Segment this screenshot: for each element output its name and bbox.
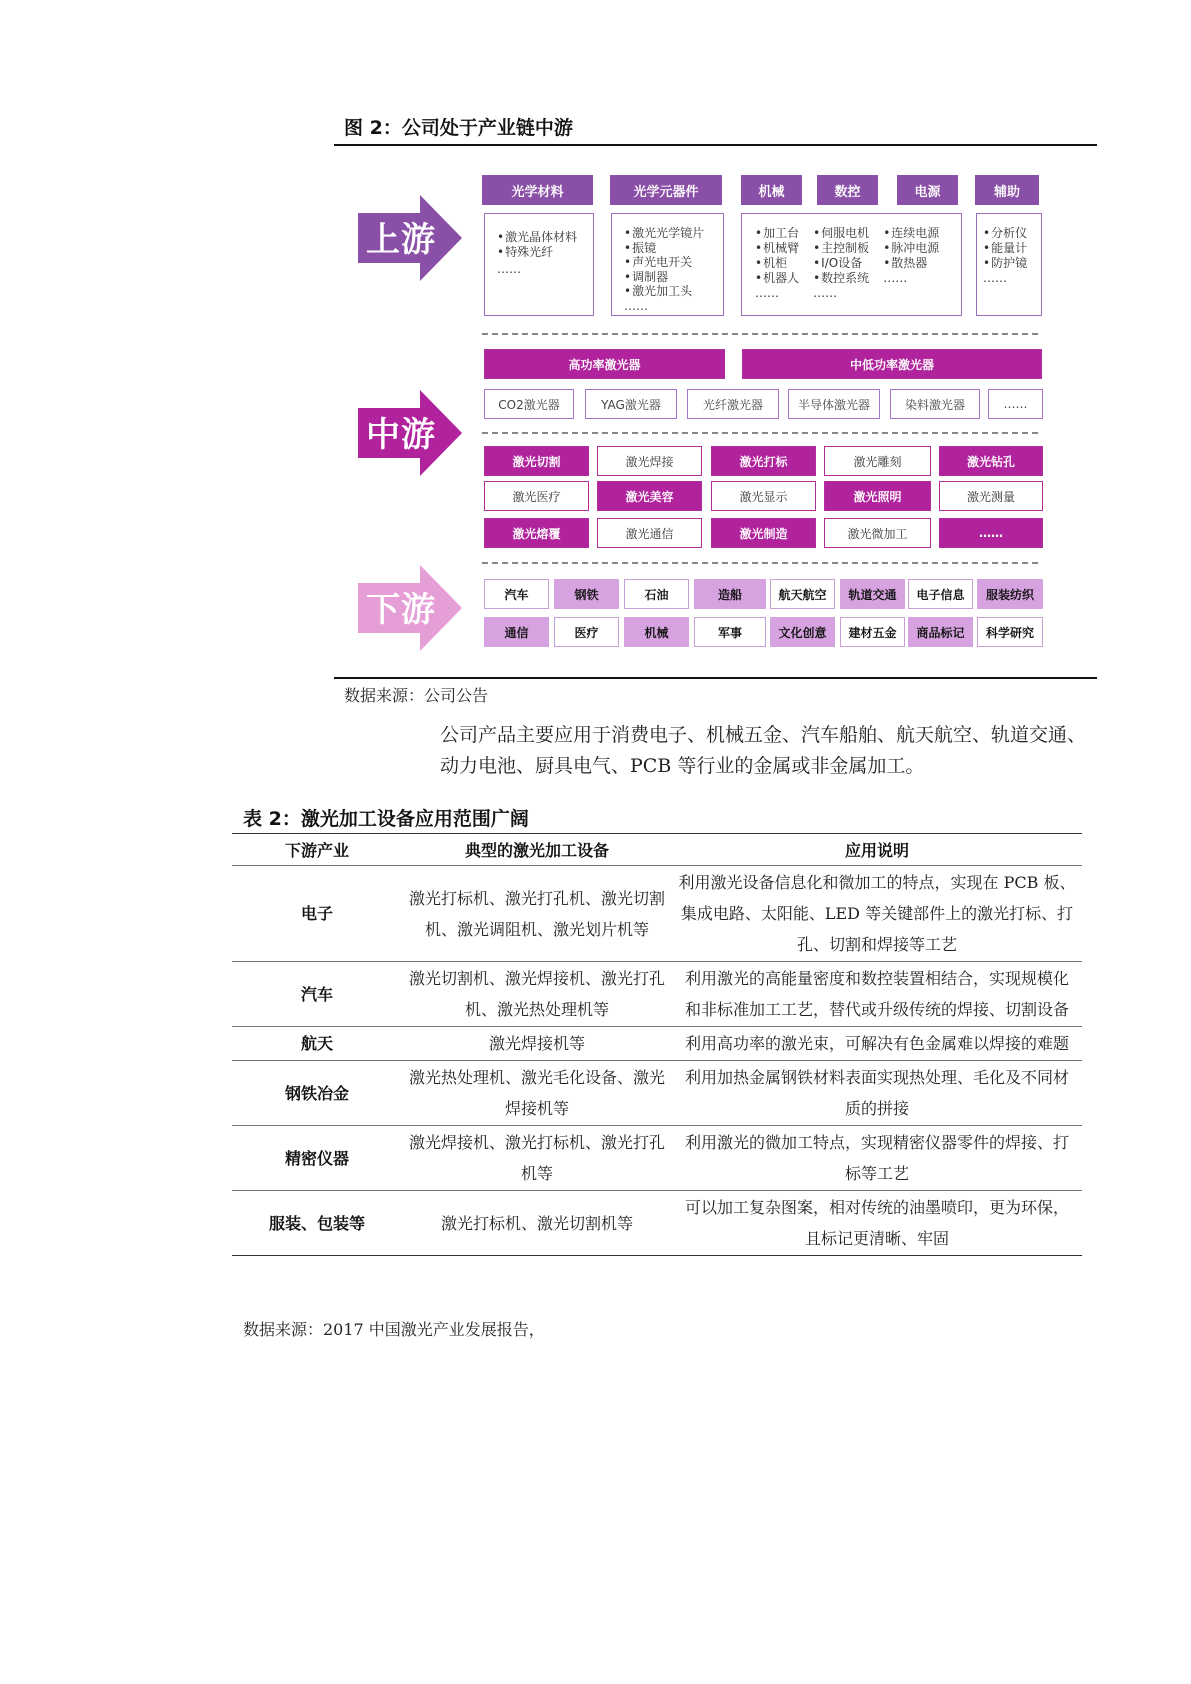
list-item: • 防护镜	[983, 256, 1039, 271]
list-item: • 脉冲电源	[883, 241, 939, 256]
more-ellipsis: ……	[813, 286, 838, 300]
table-row	[232, 1061, 1082, 1126]
upstream-box-auxiliary	[976, 213, 1042, 316]
industry-cell: 钢铁冶金	[232, 1061, 402, 1126]
list-item: • 振镜	[624, 241, 715, 256]
app-cell: 激光切割	[484, 446, 589, 476]
description-cell: 利用激光的微加工特点，实现精密仪器零件的焊接、打标等工艺	[672, 1126, 1082, 1191]
laser-type-yag: YAG激光器	[585, 389, 677, 419]
midstream-arrow	[358, 390, 462, 476]
applications-table	[232, 833, 1082, 1256]
upstream-header-optical-materials: 光学材料	[482, 175, 593, 205]
upstream-box-optical-materials	[484, 213, 594, 316]
table-source: 数据来源：2017 中国激光产业发展报告，	[243, 1320, 545, 1339]
list-item: • 数控系统	[813, 271, 869, 286]
industry-cell: 商品标记	[908, 617, 973, 647]
laser-type-co2: CO2激光器	[484, 389, 574, 419]
category-high-power-laser: 高功率激光器	[484, 349, 725, 379]
equipment-cell: 激光打标机、激光切割机等	[402, 1191, 672, 1256]
upstream-label: 上游	[366, 220, 436, 260]
more-ellipsis: ……	[497, 262, 521, 276]
industry-cell: 通信	[484, 617, 549, 647]
downstream-label: 下游	[366, 590, 436, 630]
downstream-arrow	[358, 565, 462, 651]
description-cell: 利用高功率的激光束，可解决有色金属难以焊接的难题	[672, 1027, 1082, 1061]
table-header-row	[232, 834, 1082, 866]
column-header-equipment: 典型的激光加工设备	[402, 834, 672, 866]
table-title: 表 2：激光加工设备应用范围广阔	[243, 808, 529, 830]
description-cell: 利用加热金属钢铁材料表面实现热处理、毛化及不同材质的拼接	[672, 1061, 1082, 1126]
list-item: • 伺服电机	[813, 226, 869, 241]
list-item: • 调制器	[624, 270, 715, 285]
industry-cell: 汽车	[232, 962, 402, 1027]
app-cell: 激光熔覆	[484, 518, 589, 548]
equipment-cell: 激光焊接机、激光打标机、激光打孔机等	[402, 1126, 672, 1191]
upstream-box-mech-cnc-power	[741, 213, 962, 316]
more-ellipsis: ……	[983, 271, 1007, 285]
figure-source: 数据来源：公司公告	[344, 686, 489, 705]
equipment-cell: 激光热处理机、激光毛化设备、激光焊接机等	[402, 1061, 672, 1126]
upstream-header-optical-components: 光学元器件	[610, 175, 722, 205]
divider-dashed	[482, 333, 1038, 335]
industry-cell: 石油	[624, 579, 689, 609]
list-item: • 机器人	[755, 271, 799, 286]
upstream-header-cnc: 数控	[817, 175, 878, 205]
description-cell: 利用激光设备信息化和微加工的特点，实现在 PCB 板、集成电路、太阳能、LED 等关键部件上的激光打标、打孔、切割和焊接等工艺	[672, 866, 1082, 962]
industry-cell: 汽车	[484, 579, 549, 609]
list-item: • 主控制板	[813, 241, 869, 256]
app-cell: 激光钻孔	[939, 446, 1043, 476]
list-item: • 散热器	[883, 256, 939, 271]
industry-cell: 建材五金	[840, 617, 905, 647]
industry-cell: 电子	[232, 866, 402, 962]
more-ellipsis: ……	[624, 298, 648, 313]
industry-cell: 造船	[694, 579, 766, 609]
industry-cell: 科学研究	[977, 617, 1043, 647]
industry-cell: 服装纺织	[977, 579, 1043, 609]
upstream-header-power: 电源	[897, 175, 958, 205]
list-item: • 激光加工头	[624, 284, 715, 299]
industry-cell: 医疗	[554, 617, 619, 647]
industry-cell: 钢铁	[554, 579, 619, 609]
upstream-box-optical-components	[611, 213, 724, 316]
app-cell: 激光打标	[711, 446, 816, 476]
description-cell: 可以加工复杂图案，相对传统的油墨喷印，更为环保，且标记更清晰、牢固	[672, 1191, 1082, 1256]
table-row	[232, 1126, 1082, 1191]
description-cell: 利用激光的高能量密度和数控装置相结合，实现规模化和非标准加工工艺，替代或升级传统的焊接、切割设备	[672, 962, 1082, 1027]
upstream-header-mechanical: 机械	[741, 175, 802, 205]
list-item: • 激光光学镜片	[624, 226, 715, 241]
app-cell: 激光制造	[711, 518, 816, 548]
industry-cell: 航天航空	[770, 579, 835, 609]
figure-bottom-rule	[334, 677, 1097, 679]
list-item: • 特殊光纤	[497, 245, 585, 260]
app-cell: 激光测量	[939, 481, 1043, 511]
laser-type-fiber: 光纤激光器	[687, 389, 779, 419]
table-row	[232, 1191, 1082, 1256]
table-row	[232, 866, 1082, 962]
category-mid-low-power-laser: 中低功率激光器	[742, 349, 1042, 379]
app-cell: 激光医疗	[484, 481, 589, 511]
upstream-header-auxiliary: 辅助	[975, 175, 1039, 205]
list-item: • 激光晶体材料	[497, 230, 585, 245]
table-row	[232, 962, 1082, 1027]
more-ellipsis: ……	[755, 286, 779, 300]
industry-cell: 电子信息	[908, 579, 973, 609]
industry-cell: 文化创意	[770, 617, 835, 647]
laser-type-more: ……	[988, 389, 1043, 419]
list-item: • 声光电开关	[624, 255, 715, 270]
app-cell: 激光雕刻	[824, 446, 931, 476]
list-item: • 加工台	[755, 226, 799, 241]
midstream-label: 中游	[366, 415, 436, 455]
divider-dashed	[482, 432, 1038, 434]
upstream-arrow	[358, 195, 462, 281]
equipment-cell: 激光打标机、激光打孔机、激光切割机、激光调阻机、激光划片机等	[402, 866, 672, 962]
industry-cell: 航天	[232, 1027, 402, 1061]
app-cell: 激光照明	[824, 481, 931, 511]
app-cell: 激光美容	[597, 481, 702, 511]
app-cell: 激光显示	[711, 481, 816, 511]
divider-dashed	[482, 562, 1038, 564]
body-paragraph: 公司产品主要应用于消费电子、机械五金、汽车船舶、航天航空、轨道交通、动力电池、厨具电气、PCB 等行业的金属或非金属加工。	[440, 724, 1087, 777]
industry-cell: 机械	[624, 617, 689, 647]
list-item: • I/O设备	[813, 256, 869, 271]
equipment-cell: 激光切割机、激光焊接机、激光打孔机、激光热处理机等	[402, 962, 672, 1027]
column-header-description: 应用说明	[672, 834, 1082, 866]
laser-type-semiconductor: 半导体激光器	[788, 389, 880, 419]
table-row	[232, 1027, 1082, 1061]
industry-cell: 服装、包装等	[232, 1191, 402, 1256]
app-cell: 激光通信	[597, 518, 702, 548]
figure-title: 图 2：公司处于产业链中游	[344, 117, 573, 139]
list-item: • 能量计	[983, 241, 1039, 256]
list-item: • 机柜	[755, 256, 799, 271]
industry-cell: 军事	[694, 617, 766, 647]
industry-cell: 轨道交通	[840, 579, 905, 609]
list-item: • 分析仪	[983, 226, 1039, 241]
app-cell: ……	[939, 518, 1043, 548]
equipment-cell: 激光焊接机等	[402, 1027, 672, 1061]
app-cell: 激光焊接	[597, 446, 702, 476]
more-ellipsis: ……	[883, 271, 908, 285]
laser-type-dye: 染料激光器	[890, 389, 980, 419]
app-cell: 激光微加工	[824, 518, 931, 548]
figure-top-rule	[334, 144, 1097, 146]
list-item: • 连续电源	[883, 226, 939, 241]
list-item: • 机械臂	[755, 241, 799, 256]
industry-cell: 精密仪器	[232, 1126, 402, 1191]
column-header-industry: 下游产业	[232, 834, 402, 866]
